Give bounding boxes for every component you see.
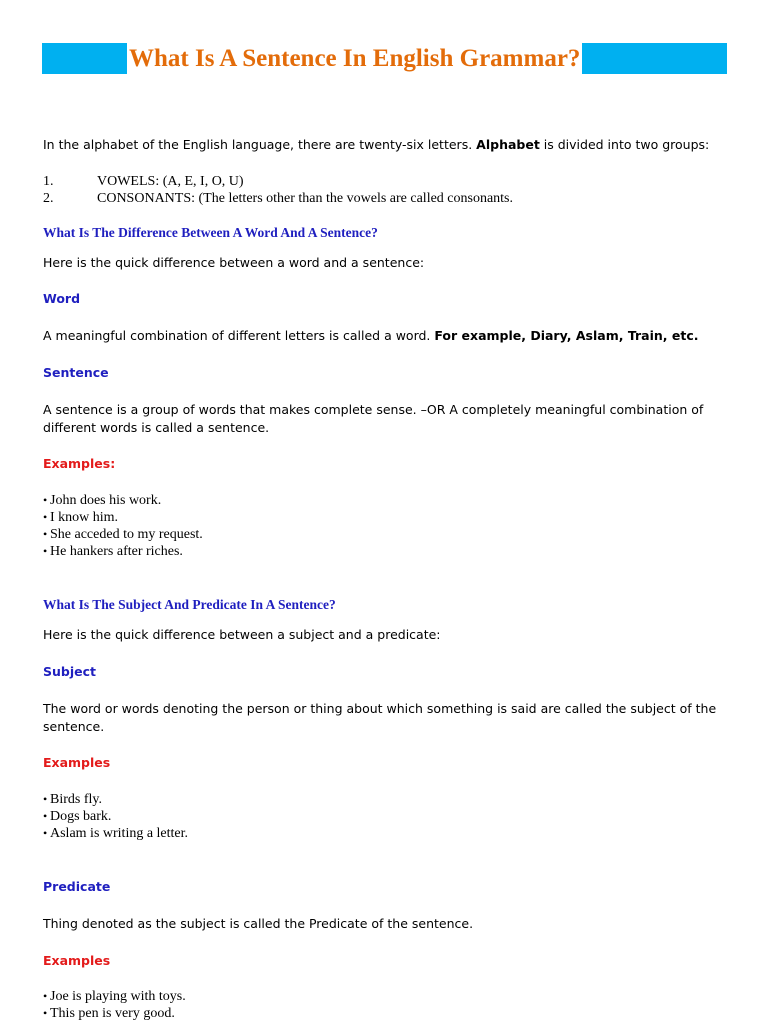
group-item (43, 190, 733, 207)
predicate-examples-list (43, 988, 733, 1022)
list-item: • This pen is very good. (43, 1005, 733, 1022)
predicate-definition: Thing denoted as the subject is called the Predicate of the sentence. (43, 916, 474, 931)
subject-heading: Subject (43, 664, 96, 679)
examples-heading: Examples: (43, 456, 116, 471)
intro-text-before: In the alphabet of the English language, there are twenty-six letters. (43, 137, 477, 152)
page-title: What Is A Sentence In English Grammar? (129, 45, 581, 72)
group-text: VOWELS: (A, E, I, O, U) (97, 174, 244, 189)
group-item (43, 173, 733, 190)
sentence-heading: Sentence (43, 365, 109, 380)
section1-heading: What Is The Difference Between A Word And A Sentence? (43, 225, 378, 240)
list-item: • Aslam is writing a letter. (43, 825, 733, 842)
sentence-definition: A sentence is a group of words that makes complete sense. –OR A completely meaningful combination of different words is called a sentence. (43, 402, 704, 435)
word-heading: Word (43, 291, 81, 306)
list-item: • She acceded to my request. (43, 526, 733, 543)
section2-intro: Here is the quick difference between a subject and a predicate: (43, 627, 441, 642)
predicate-examples-heading: Examples (43, 953, 111, 968)
section1-intro: Here is the quick difference between a word and a sentence: (43, 255, 425, 270)
subject-examples-heading: Examples (43, 755, 111, 770)
group-text: CONSONANTS: (The letters other than the vowels are called consonants. (97, 191, 514, 206)
word-definition (43, 327, 733, 345)
subject-examples-list (43, 791, 733, 842)
word-example: For example, Diary, Aslam, Train, etc. (434, 328, 699, 343)
group-number: 1. (43, 174, 54, 189)
intro-paragraph (43, 136, 733, 154)
list-item: • Birds fly. (43, 791, 733, 808)
word-text: A meaningful combination of different letters is called a word. (43, 328, 435, 343)
intro-text-after: is divided into two groups: (539, 137, 710, 152)
list-item: • John does his work. (43, 492, 733, 509)
list-item: • He hankers after riches. (43, 543, 733, 560)
list-item: • I know him. (43, 509, 733, 526)
list-item: • Dogs bark. (43, 808, 733, 825)
section2-heading: What Is The Subject And Predicate In A Sentence? (43, 597, 336, 612)
subject-definition: The word or words denoting the person or thing about which something is said are called the subject of the sentence. (43, 701, 717, 734)
sentence-examples-list (43, 492, 733, 560)
group-number: 2. (43, 191, 54, 206)
intro-bold-word: Alphabet (476, 137, 540, 152)
groups-list (43, 173, 733, 207)
list-item: • Joe is playing with toys. (43, 988, 733, 1005)
predicate-heading: Predicate (43, 879, 111, 894)
